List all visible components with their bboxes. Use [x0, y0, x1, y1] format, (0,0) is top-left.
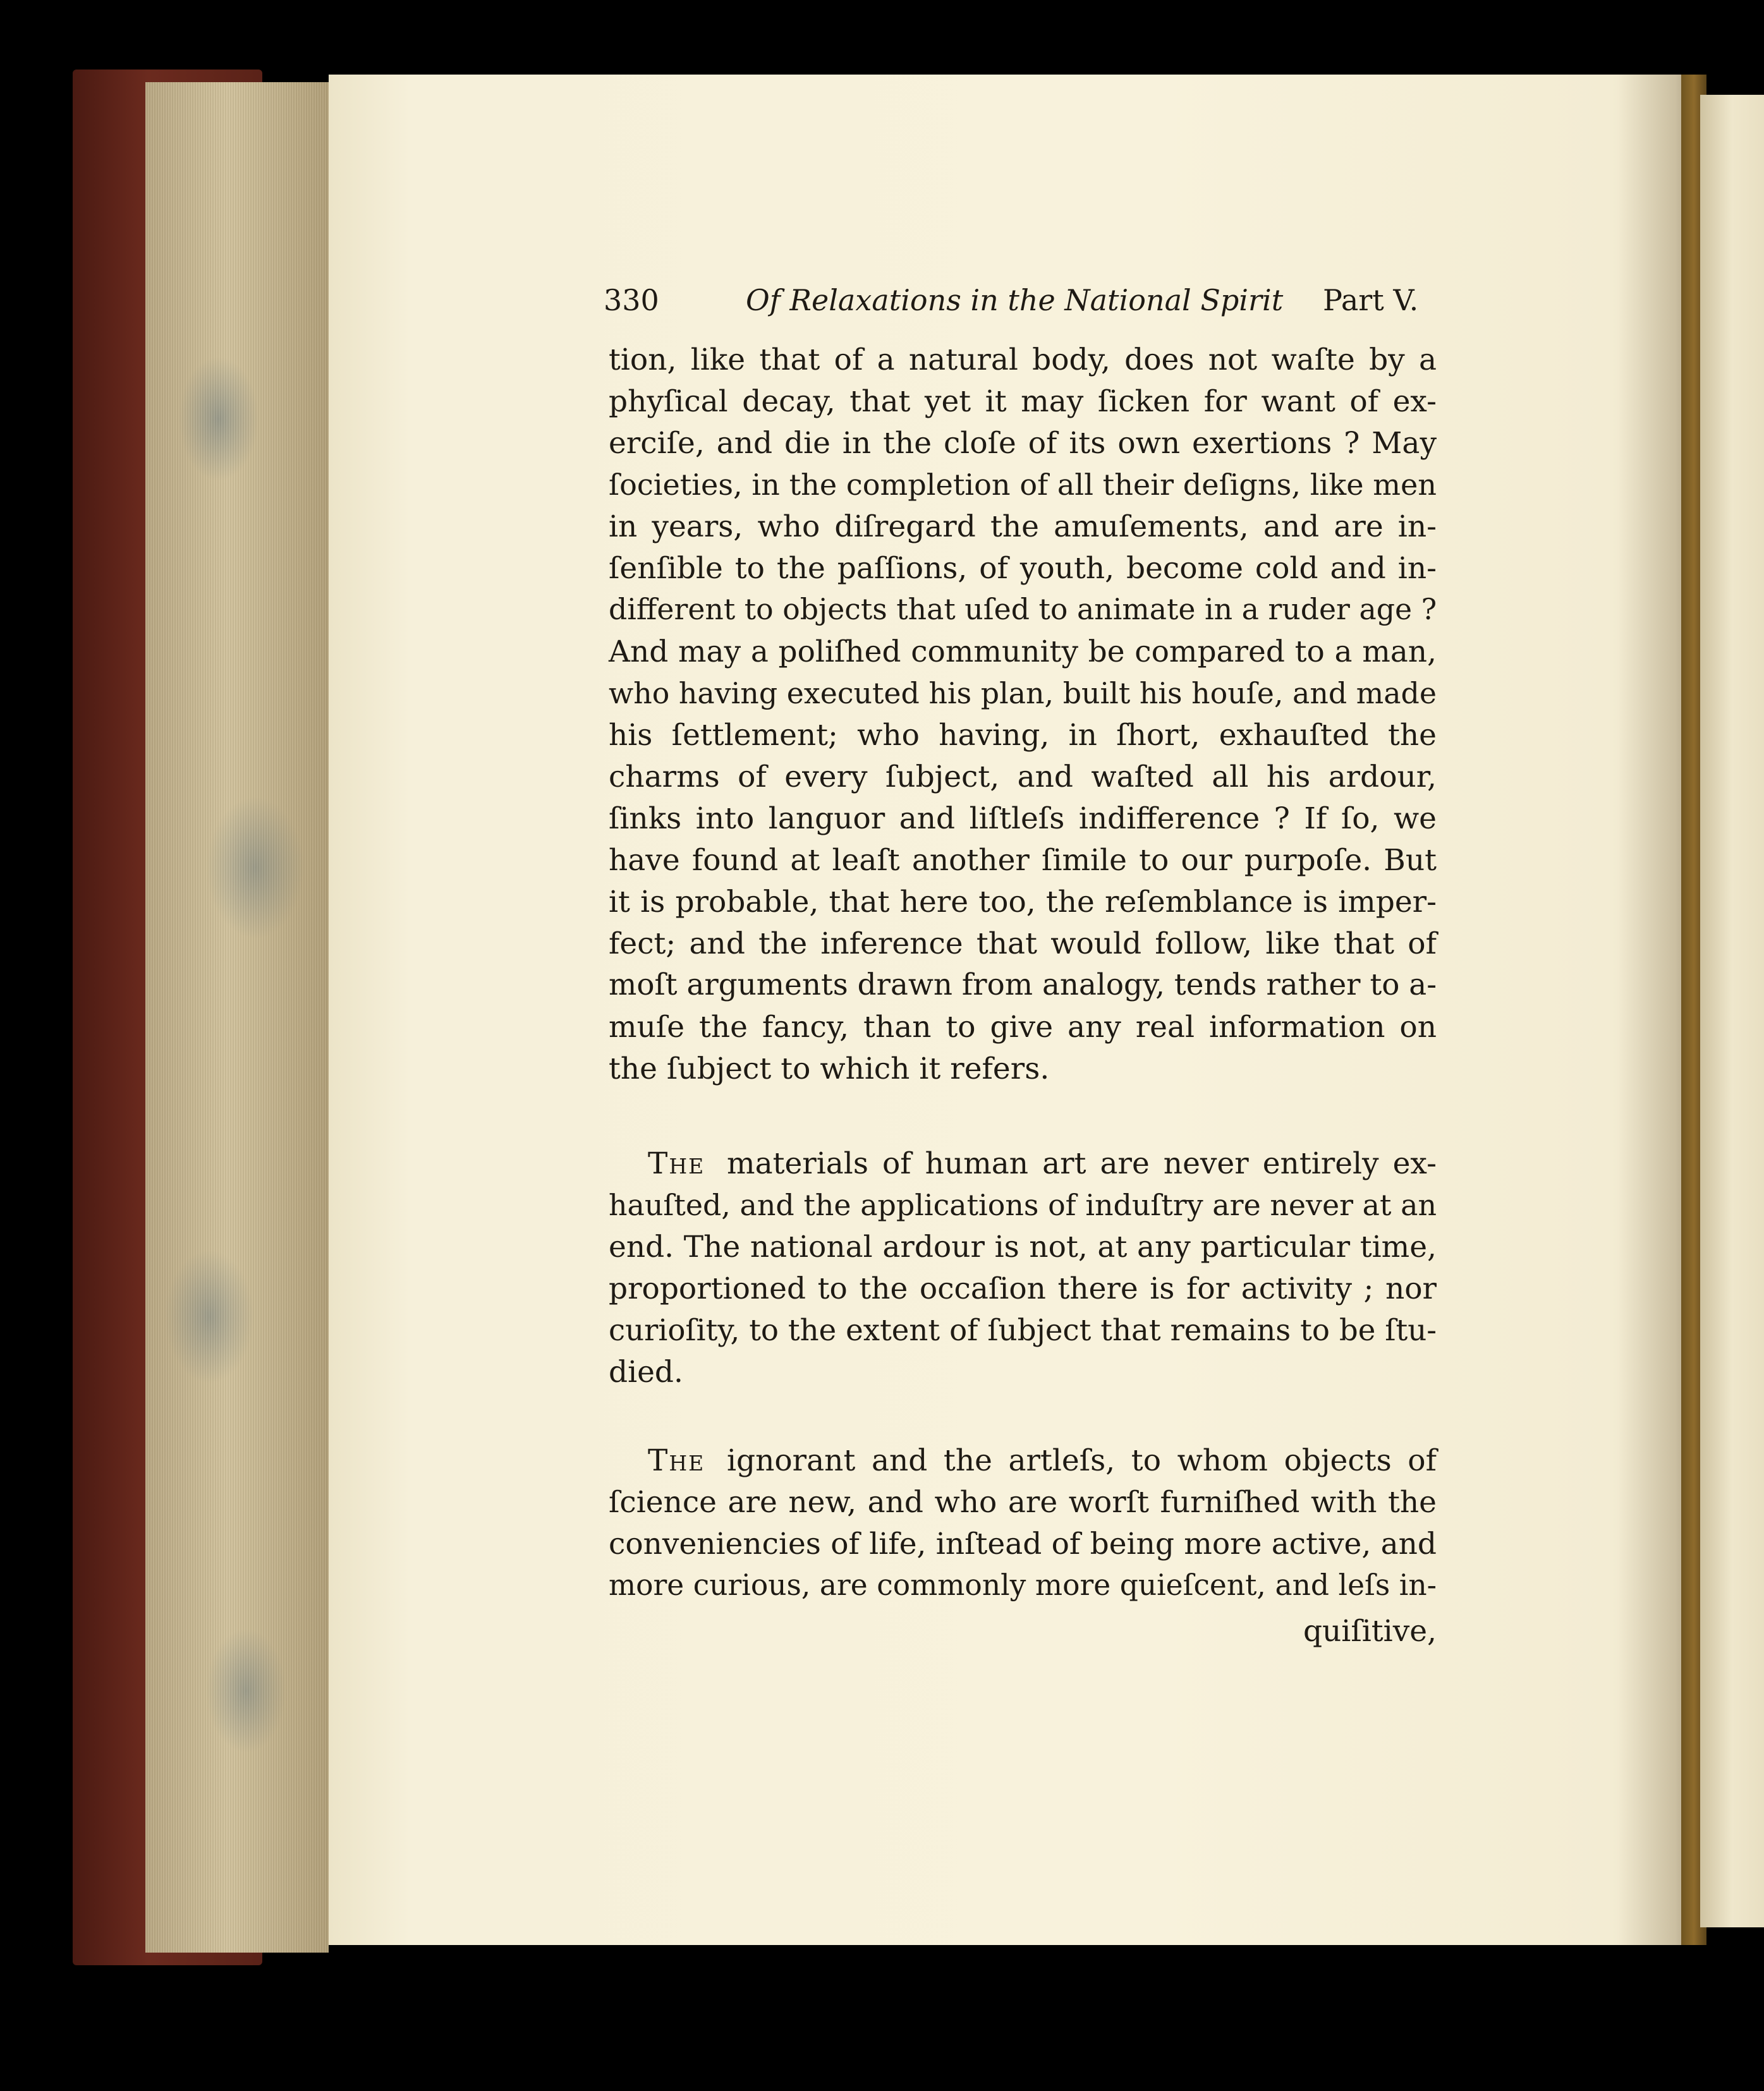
page-number: 330: [604, 283, 659, 317]
catchword: quiſitive,: [1303, 1614, 1437, 1649]
text-line: ignorant and the artleſs, to whom objects of: [727, 1443, 1437, 1478]
text-line: who having executed his plan, built his houſe, and made: [609, 676, 1437, 710]
text-line: charms of every ſubject, and waſted all his ardour,: [609, 760, 1437, 794]
text-line: phyſical decay, that yet it may ſicken for want of ex-: [609, 384, 1437, 419]
text-line: ſcience are new, and who are worſt furniſhed with the: [609, 1485, 1437, 1520]
text-line: ſenſible to the paſſions, of youth, become cold and in-: [609, 551, 1437, 586]
text-line: different to objects that uſed to animate in a ruder age ?: [609, 593, 1437, 626]
text-line: materials of human art are never entirely ex-: [727, 1146, 1437, 1181]
paragraph-lead-word: The: [648, 1443, 705, 1478]
text-line: ſocieties, in the completion of all their deſigns, like men: [609, 468, 1437, 502]
text-line: ſinks into languor and liſtleſs indifference ? If ſo, we: [609, 801, 1437, 836]
part-label: Part V.: [1323, 283, 1419, 317]
text-line: end. The national ardour is not, at any particular time,: [609, 1230, 1437, 1264]
text-line: died.: [609, 1355, 683, 1390]
text-line: curioſity, to the extent of ſubject that remains to be ſtu-: [609, 1313, 1437, 1347]
text-line: erciſe, and die in the cloſe of its own exertions ? May: [609, 426, 1437, 461]
text-line: proportioned to the occaſion there is for activity ; nor: [609, 1271, 1437, 1306]
facing-page-edge: [1700, 95, 1764, 1927]
text-line: moſt arguments drawn from analogy, tends rather to a-: [609, 968, 1437, 1002]
text-line: tion, like that of a natural body, does not waſte by a: [609, 342, 1437, 377]
text-line: hauſted, and the applications of induſtry are never at an: [609, 1188, 1437, 1222]
text-line: in years, who diſregard the amuſements, and are in-: [609, 509, 1437, 544]
text-line: have found at leaſt another ſimile to our purpoſe. But: [609, 843, 1437, 878]
page-fore-edge: [145, 82, 329, 1953]
text-line: muſe the fancy, than to give any real information on: [609, 1010, 1437, 1045]
text-line: more curious, are commonly more quieſcent, and leſs in-: [609, 1568, 1437, 1602]
running-title: Of Relaxations in the National Spirit: [746, 283, 1284, 317]
text-line: And may a poliſhed community be compared to a man,: [609, 634, 1437, 669]
text-line: the ſubject to which it refers.: [609, 1052, 1050, 1086]
text-line: conveniencies of life, inſtead of being more active, and: [609, 1527, 1437, 1561]
text-line: his ſettlement; who having, in ſhort, exhauſted the: [609, 718, 1437, 753]
text-line: fect; and the inference that would follow, like that of: [609, 926, 1437, 961]
paragraph-lead-word: The: [648, 1146, 705, 1181]
text-line: it is probable, that here too, the reſemblance is imper-: [609, 885, 1437, 919]
